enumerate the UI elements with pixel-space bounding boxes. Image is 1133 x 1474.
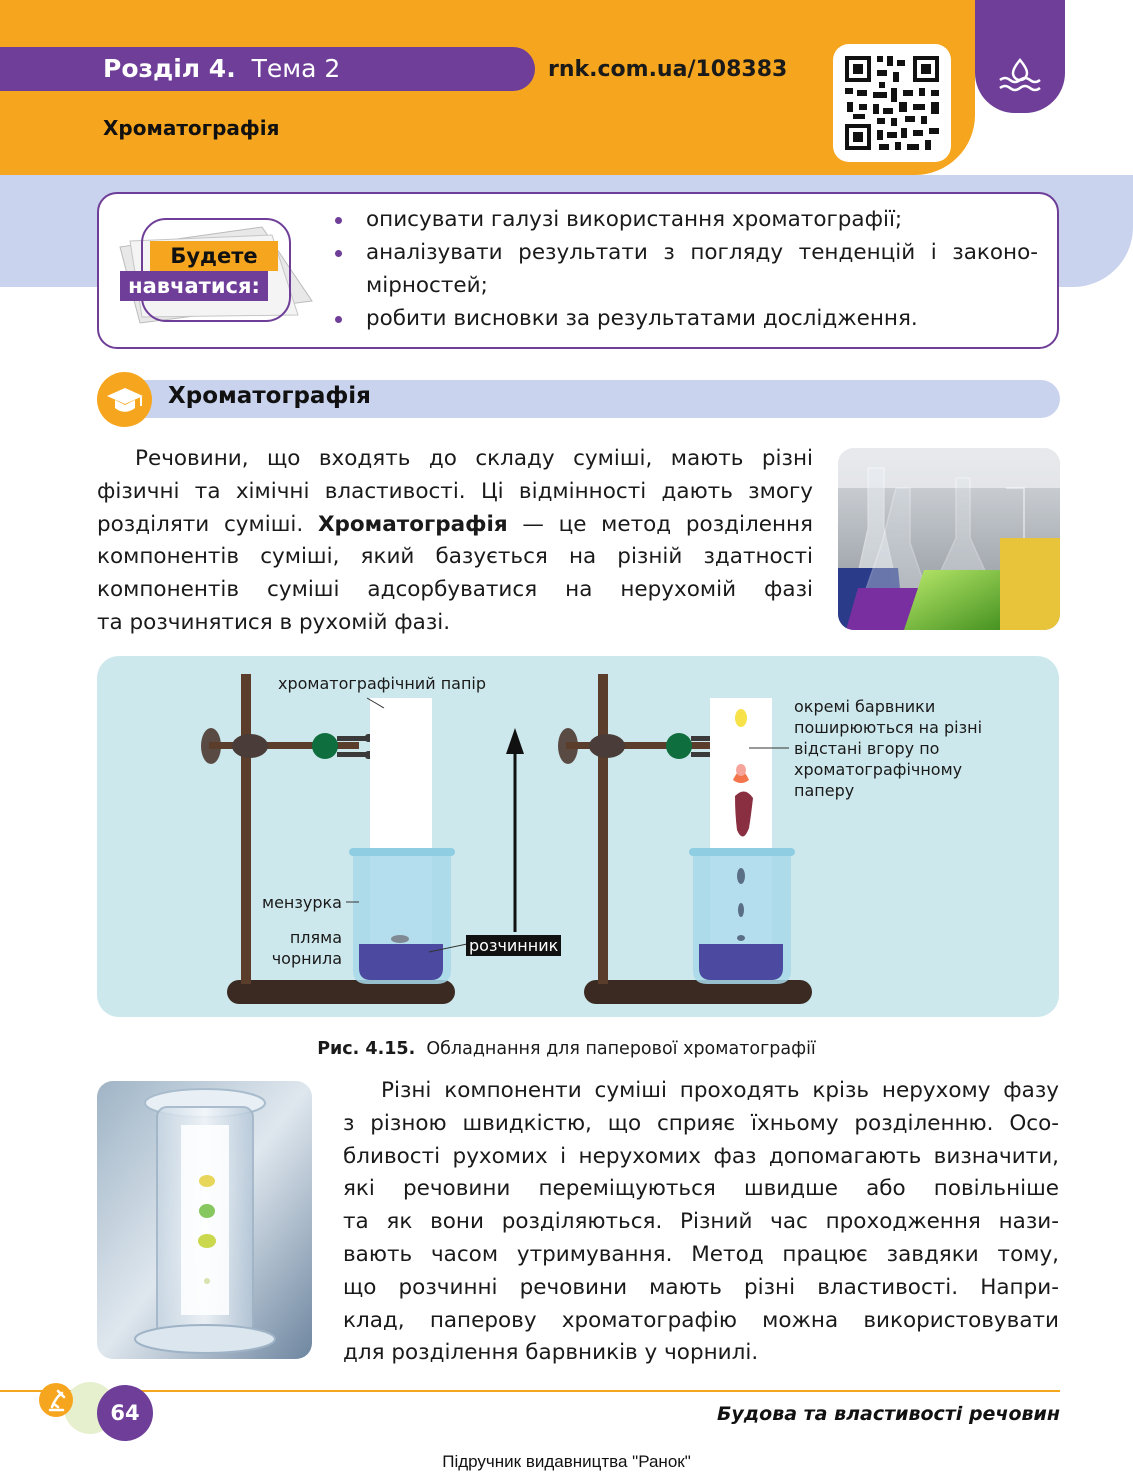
figure-caption	[0, 1039, 1133, 1059]
objective-item: робити висновки за результатами дослідження.	[332, 302, 1038, 335]
paragraph-line-part: розділяти суміші.	[97, 511, 304, 537]
objective-item-line2: мірностей;	[366, 273, 488, 298]
label-dyes-line: паперу	[794, 781, 855, 800]
section-icon-circle	[97, 372, 152, 427]
label-dyes-line: поширюються на різні	[794, 718, 983, 737]
paragraph-line: бливості рухомих і нерухомих фаз допомагають визначити,	[343, 1143, 1059, 1169]
label-dyes-line: відстані вгору по	[794, 739, 940, 758]
paragraph-line: компонентів суміші адсорбуватися на нерухомій фазі	[97, 577, 813, 603]
lab-flasks-image	[838, 448, 1060, 630]
book-title: Будова та властивості речовин	[716, 1403, 1060, 1425]
label-ink-spot-line2: чорнила	[271, 949, 342, 968]
badge-will-learn-top: Будете	[150, 241, 278, 271]
objective-item	[332, 236, 1038, 302]
paragraph-line-part: — це метод розділення	[522, 511, 813, 537]
flasks-photo	[838, 448, 1060, 630]
paragraph-line: та розчинятися в рухомій фазі.	[97, 609, 451, 635]
label-ink-spot-line1: пляма	[289, 928, 342, 947]
section-number: Розділ 4.	[103, 54, 236, 83]
paragraph-line: вають часом утримування. Метод працює завдяки тому,	[343, 1241, 1059, 1267]
label-dyes-line: окремі барвники	[794, 697, 936, 716]
water-drop-waves-icon	[975, 0, 1065, 113]
topic-number: Тема 2	[251, 54, 341, 83]
paragraph-line: Різні компоненти суміші проходять крізь нерухому фазу	[381, 1078, 1059, 1103]
right-apparatus	[558, 674, 812, 1004]
objective-item-line1: аналізувати результати з погляду тенденцій і законо-	[366, 240, 1038, 265]
chromatography-column-photo	[97, 1081, 312, 1359]
badge-will-learn-bottom: навчатися:	[120, 271, 268, 301]
section-label-bar	[0, 47, 535, 91]
label-dyes-spread	[794, 696, 1014, 801]
body-paragraph	[343, 1075, 1059, 1370]
paragraph-line: компонентів суміші, який базується на різній здатності	[97, 544, 813, 570]
label-dyes-line: хроматографічному	[794, 760, 963, 779]
objectives-list	[332, 203, 1038, 335]
objective-item: описувати галузі використання хроматографії;	[332, 203, 1038, 236]
paragraph-line: з різною швидкістю, що сприяє їхньому розділенню. Осо-	[343, 1110, 1059, 1136]
paragraph-line: Речовини, що входять до складу суміші, мають різні	[135, 446, 813, 471]
page-number: 64	[97, 1385, 153, 1441]
label-chromatography-paper: хроматографічний папір	[278, 674, 487, 693]
paragraph-line: фізичні та хімічні властивості. Ці відмінності дають змогу	[97, 478, 813, 504]
footer-divider	[0, 1390, 1060, 1392]
glass-chromatography-chamber-image	[97, 1081, 312, 1359]
paragraph-line: клад, паперову хроматографію можна використовувати	[343, 1307, 1059, 1333]
label-ink-spot	[262, 927, 342, 969]
paragraph-line: які речовини переміщуються швидше або повільніше	[343, 1176, 1059, 1202]
qr-code[interactable]	[833, 44, 951, 162]
paragraph-line-with-term	[97, 509, 813, 542]
term-chromatography: Хроматографія	[317, 511, 508, 537]
figure-caption-text: Обладнання для паперової хроматографії	[426, 1039, 816, 1059]
intro-paragraph	[97, 443, 813, 640]
topic-title: Хроматографія	[103, 116, 280, 140]
publisher-note: Підручник видавництва "Ранок"	[442, 1452, 691, 1471]
qr-code-icon	[833, 44, 951, 162]
graduation-cap-icon	[97, 372, 152, 427]
label-solvent: розчинник	[466, 935, 561, 956]
paragraph-line: для розділення барвників у чорнилі.	[343, 1340, 759, 1366]
resource-url[interactable]: rnk.com.ua/108383	[548, 57, 788, 82]
paragraph-line: та як вони розділяються. Різний час проходження нази-	[343, 1209, 1059, 1235]
header-corner-tab	[975, 0, 1065, 113]
label-beaker: мензурка	[262, 893, 342, 912]
section-heading: Хроматографія	[168, 383, 371, 409]
paragraph-line: що розчинні речовини мають різні властивості. Напри-	[343, 1274, 1059, 1300]
figure-caption-number: Рис. 4.15.	[317, 1039, 416, 1059]
